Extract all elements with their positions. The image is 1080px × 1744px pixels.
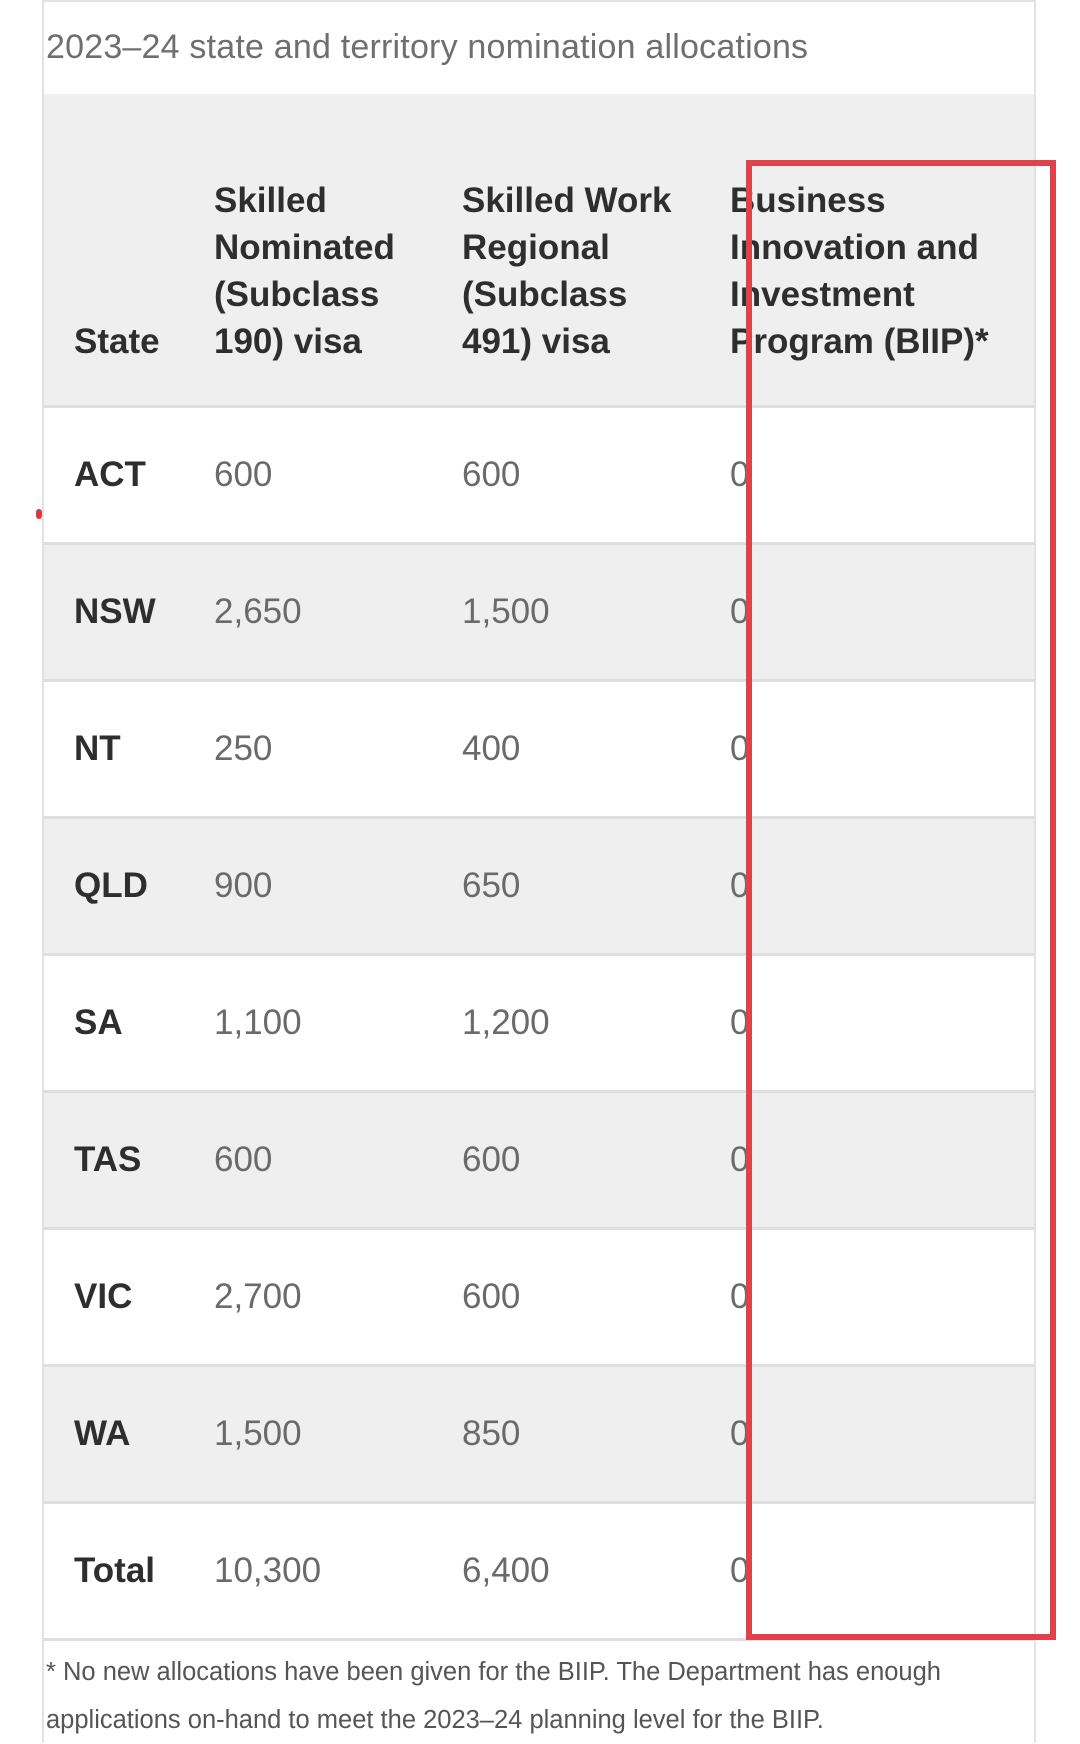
state-cell: NT bbox=[74, 729, 121, 768]
table-row bbox=[44, 545, 1034, 682]
subclass-190-cell: 10,300 bbox=[214, 1551, 322, 1590]
state-cell: TAS bbox=[74, 1140, 142, 1179]
subclass-491-cell: 850 bbox=[462, 1414, 521, 1453]
table-row bbox=[44, 819, 1034, 956]
header-biip: Business Innovation and Investment Program (BIIP)* bbox=[730, 181, 989, 361]
table-footnote: * No new allocations have been given for the BIIP. The Department has enough applications on-hand to meet the 2023–24 planning level for the BIIP. bbox=[46, 1658, 941, 1734]
subclass-491-cell: 6,400 bbox=[462, 1551, 550, 1590]
subclass-190-cell: 2,650 bbox=[214, 592, 302, 631]
subclass-491-cell: 1,500 bbox=[462, 592, 550, 631]
subclass-190-cell: 600 bbox=[214, 455, 273, 494]
subclass-190-cell: 600 bbox=[214, 1140, 273, 1179]
subclass-491-cell: 600 bbox=[462, 1277, 521, 1316]
state-cell: WA bbox=[74, 1414, 131, 1453]
allocations-table bbox=[44, 94, 1034, 1641]
table-row bbox=[44, 1093, 1034, 1230]
subclass-190-cell: 2,700 bbox=[214, 1277, 302, 1316]
biip-cell: 0 bbox=[730, 1551, 750, 1590]
subclass-190-cell: 1,100 bbox=[214, 1003, 302, 1042]
table-row bbox=[44, 1367, 1034, 1504]
biip-cell: 0 bbox=[730, 866, 750, 905]
subclass-491-cell: 400 bbox=[462, 729, 521, 768]
state-cell: NSW bbox=[74, 592, 156, 631]
biip-cell: 0 bbox=[730, 1277, 750, 1316]
state-cell: SA bbox=[74, 1003, 123, 1042]
subclass-491-cell: 600 bbox=[462, 455, 521, 494]
annotation-mark bbox=[36, 509, 42, 519]
state-cell: QLD bbox=[74, 866, 148, 905]
state-cell: Total bbox=[74, 1551, 156, 1590]
table-header-row bbox=[44, 94, 1034, 408]
subclass-491-cell: 600 bbox=[462, 1140, 521, 1179]
table-container bbox=[42, 0, 1036, 1743]
subclass-190-cell: 250 bbox=[214, 729, 273, 768]
table-caption: 2023–24 state and territory nomination allocations bbox=[46, 28, 809, 66]
biip-cell: 0 bbox=[730, 729, 750, 768]
table-row bbox=[44, 956, 1034, 1093]
subclass-190-cell: 900 bbox=[214, 866, 273, 905]
biip-cell: 0 bbox=[730, 1140, 750, 1179]
table-row bbox=[44, 408, 1034, 545]
subclass-491-cell: 1,200 bbox=[462, 1003, 550, 1042]
table-row bbox=[44, 1230, 1034, 1367]
table-row-total bbox=[44, 1504, 1034, 1641]
subclass-491-cell: 650 bbox=[462, 866, 521, 905]
biip-cell: 0 bbox=[730, 1003, 750, 1042]
biip-cell: 0 bbox=[730, 1414, 750, 1453]
biip-cell: 0 bbox=[730, 455, 750, 494]
subclass-190-cell: 1,500 bbox=[214, 1414, 302, 1453]
state-cell: ACT bbox=[74, 455, 146, 494]
header-subclass-491: Skilled Work Regional (Subclass 491) visa bbox=[462, 181, 672, 361]
header-state: State bbox=[74, 322, 160, 361]
biip-cell: 0 bbox=[730, 592, 750, 631]
state-cell: VIC bbox=[74, 1277, 133, 1316]
header-subclass-190: Skilled Nominated (Subclass 190) visa bbox=[214, 181, 395, 361]
table-row bbox=[44, 682, 1034, 819]
